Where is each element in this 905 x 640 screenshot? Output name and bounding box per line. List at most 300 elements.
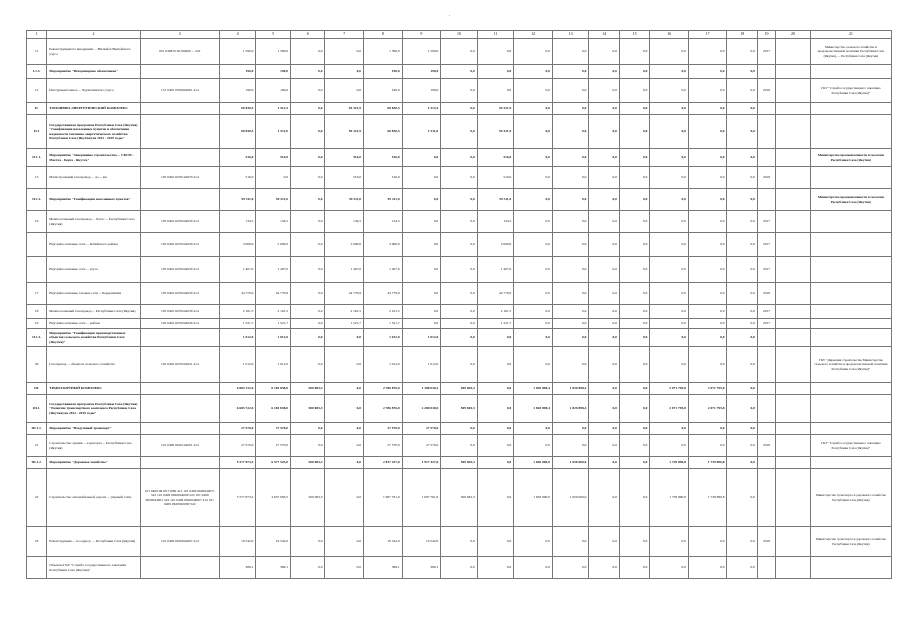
item-name-cell: Мероприятие "Газификация населенных пунктов" bbox=[47, 189, 140, 211]
budget-code-cell bbox=[140, 557, 219, 579]
table-cell-value: 60 830,5 bbox=[364, 115, 403, 149]
table-cell-value: 0,0 bbox=[552, 189, 589, 211]
table-cell-value: 509 845,3 bbox=[441, 457, 478, 469]
responsible-agency-cell: Министерство промышленности и геологии Республики Саха (Якутия) bbox=[810, 149, 891, 167]
responsible-agency-cell: ГКУ "Служба государственного заказчика Республики Саха (Якутия)" bbox=[810, 79, 891, 103]
table-cell-value: 0,0 bbox=[619, 39, 649, 65]
table-cell-value: 0,0 bbox=[514, 527, 553, 557]
table-cell-value: 0,0 bbox=[290, 233, 325, 257]
table-cell-value: 389,1 bbox=[364, 557, 403, 579]
table-cell-value: 0,0 bbox=[650, 257, 689, 283]
responsible-agency-cell: Министерство промышленности и геологии Республики Саха (Якутия) bbox=[810, 189, 891, 211]
responsible-agency-cell bbox=[810, 233, 891, 257]
table-cell-value: 60 830,5 bbox=[219, 103, 256, 115]
table-cell-value: 19 542,0 bbox=[364, 527, 403, 557]
table-cell-value: 0,0 bbox=[619, 347, 649, 383]
column-number-header: 13 bbox=[552, 31, 589, 39]
table-cell-value: 1 067 761,0 bbox=[364, 469, 403, 527]
table-cell-value: 190,0 bbox=[256, 65, 291, 79]
extra-cell bbox=[776, 457, 811, 469]
table-cell-value: 44 779,9 bbox=[325, 283, 364, 305]
column-number-header: 16 bbox=[650, 31, 689, 39]
table-cell-value: 0,0 bbox=[402, 319, 441, 329]
table-cell-value: 1 650 000,0 bbox=[514, 457, 553, 469]
budget-code-cell: 105 0402 0470144970 414 bbox=[140, 167, 219, 189]
budget-code-cell: 101 0409 0610171000 415 101 0409 0620044071 522 101 0409 0620044000 522 101 0409 0620044001 522 101 0409 0620044007 414 101 0409 0620045000 522 bbox=[140, 469, 219, 527]
column-number-header: 10 bbox=[441, 31, 478, 39]
table-cell-value: 0,0 bbox=[589, 435, 619, 457]
table-cell-value: 0,0 bbox=[552, 283, 589, 305]
table-cell-value: 0,0 bbox=[727, 457, 757, 469]
responsible-agency-cell: Министерство транспорта и дорожного хозяйства Республики Саха (Якутия) bbox=[810, 527, 891, 557]
table-cell-value: 0,0 bbox=[477, 469, 514, 527]
table-cell-value: 5 577 873,5 bbox=[219, 469, 256, 527]
table-cell-value: 0,0 bbox=[619, 167, 649, 189]
table-cell-value: 500 083,3 bbox=[290, 457, 325, 469]
row-number-cell: II.1 bbox=[27, 115, 47, 149]
table-cell-value: 27 570,0 bbox=[364, 435, 403, 457]
table-cell-value: 500 083,3 bbox=[290, 395, 325, 423]
item-name-cell: Мероприятие "Ветеринарное обеспечение" bbox=[47, 65, 140, 79]
item-name-cell: ТРАНСПОРТНЫЙ КОМПЛЕКС bbox=[47, 383, 140, 395]
table-row bbox=[27, 149, 892, 167]
table-cell-value: 1 407,0 bbox=[477, 257, 514, 283]
item-name-cell: Газопровод ... объектов сельского хозяйства bbox=[47, 347, 140, 383]
extra-cell bbox=[776, 319, 811, 329]
budget-code-cell bbox=[140, 103, 219, 115]
table-cell-value: 0,0 bbox=[402, 167, 441, 189]
table-cell-value: 0,0 bbox=[552, 347, 589, 383]
table-cell-value: 1 097 761,0 bbox=[402, 469, 441, 527]
column-number-header: 17 bbox=[688, 31, 727, 39]
table-cell-value: 19 542,0 bbox=[219, 527, 256, 557]
table-cell-value: 500 083,3 bbox=[290, 383, 325, 395]
year-cell: 2018 bbox=[757, 435, 775, 457]
table-cell-value: 0,0 bbox=[619, 329, 649, 347]
year-cell bbox=[757, 329, 775, 347]
table-cell-value: 0,0 bbox=[441, 329, 478, 347]
table-cell-value: 0,0 bbox=[325, 457, 364, 469]
table-cell-value: 0,0 bbox=[441, 305, 478, 319]
responsible-agency-cell: Министерство сельского хозяйства и продовольственной политики Республики Саха (Якутия), ... Республики Саха (Якутия) bbox=[810, 39, 891, 65]
table-row bbox=[27, 435, 892, 457]
table-cell-value: 0,0 bbox=[514, 283, 553, 305]
table-cell-value: 27 570,0 bbox=[402, 423, 441, 435]
table-cell-value: 1 012,0 bbox=[219, 347, 256, 383]
responsible-agency-cell bbox=[810, 557, 891, 579]
budget-code-cell bbox=[140, 395, 219, 423]
responsible-agency-cell bbox=[810, 211, 891, 233]
table-cell-value: 0,0 bbox=[650, 527, 689, 557]
table-cell-value: 0,0 bbox=[552, 527, 589, 557]
extra-cell bbox=[776, 233, 811, 257]
table-cell-value: 0,0 bbox=[477, 395, 514, 423]
table-cell-value: 0,0 bbox=[589, 305, 619, 319]
table-cell-value: 0,0 bbox=[688, 305, 727, 319]
table-cell-value: 0,0 bbox=[514, 257, 553, 283]
table-cell-value: 0,0 bbox=[589, 557, 619, 579]
table-cell-value: 0,0 bbox=[727, 557, 757, 579]
table-cell-value: 500 083,3 bbox=[290, 469, 325, 527]
table-cell-value: 0,0 bbox=[290, 283, 325, 305]
page-mark: ' bbox=[449, 14, 450, 19]
table-cell-value: 0,0 bbox=[552, 435, 589, 457]
year-cell bbox=[757, 149, 775, 167]
table-cell-value: 0,0 bbox=[727, 347, 757, 383]
table-cell-value: 0,0 bbox=[402, 257, 441, 283]
table-cell-value: 0,0 bbox=[727, 257, 757, 283]
table-cell-value: 0,0 bbox=[619, 383, 649, 395]
table-cell-value: 1 820 898,4 bbox=[552, 395, 589, 423]
extra-cell bbox=[776, 395, 811, 423]
item-name-cell: Строительство здания ... аэропорта ... Республики Саха (Якутия) bbox=[47, 435, 140, 457]
year-cell: 2017 bbox=[757, 233, 775, 257]
extra-cell bbox=[776, 211, 811, 233]
table-cell-value: 0,0 bbox=[619, 103, 649, 115]
column-number-header: 4 bbox=[219, 31, 256, 39]
table-cell-value: 0,0 bbox=[589, 189, 619, 211]
table-cell-value: 0,0 bbox=[477, 79, 514, 103]
table-cell-value: 0,0 bbox=[589, 347, 619, 383]
year-cell bbox=[757, 457, 775, 469]
table-cell-value: 0,0 bbox=[325, 557, 364, 579]
table-cell-value: 0,0 bbox=[325, 383, 364, 395]
table-cell-value: 0,0 bbox=[290, 115, 325, 149]
table-cell-value: 0,0 bbox=[552, 557, 589, 579]
table-cell-value: 0,0 bbox=[290, 103, 325, 115]
item-name-cell: Строительство автомобильной дороги ... (первый этап) bbox=[47, 469, 140, 527]
column-number-header: 20 bbox=[776, 31, 811, 39]
year-cell: 2017 bbox=[757, 305, 775, 319]
table-cell-value: 516,0 bbox=[364, 167, 403, 189]
table-cell-value: 0,0 bbox=[589, 257, 619, 283]
table-cell-value: 1 917 427,0 bbox=[402, 457, 441, 469]
table-cell-value: 0,0 bbox=[650, 167, 689, 189]
table-cell-value: 0,0 bbox=[552, 79, 589, 103]
budget-code-cell: 101 0409 0610044007 414 bbox=[140, 527, 219, 557]
budget-code-cell: 102 0402 0470244921 414 bbox=[140, 347, 219, 383]
table-cell-value: 0,0 bbox=[727, 423, 757, 435]
table-cell-value: 0,0 bbox=[619, 395, 649, 423]
column-number-header: 14 bbox=[589, 31, 619, 39]
table-cell-value: 0,0 bbox=[589, 115, 619, 149]
table-cell-value: 1 521,7 bbox=[325, 319, 364, 329]
row-number-cell: 20 bbox=[27, 347, 47, 383]
table-cell-value: 59 311,0 bbox=[256, 189, 291, 211]
table-cell-value: 6 183 838,0 bbox=[256, 383, 291, 395]
row-number-cell: 15 bbox=[27, 167, 47, 189]
table-cell-value: 509 845,3 bbox=[441, 395, 478, 423]
table-cell-value: 0,0 bbox=[688, 211, 727, 233]
table-cell-value: 0,0 bbox=[325, 79, 364, 103]
table-cell-value: 1 012,0 bbox=[402, 329, 441, 347]
table-cell-value: 0,0 bbox=[290, 347, 325, 383]
table-cell-value: 0,0 bbox=[514, 115, 553, 149]
table-cell-value: 1 521,7 bbox=[364, 319, 403, 329]
table-cell-value: 0,0 bbox=[688, 319, 727, 329]
item-name-cell: Реконструкция по внедрению ... Вилюйск Вилюйского улуса bbox=[47, 39, 140, 65]
table-cell-value: 0,0 bbox=[290, 167, 325, 189]
budget-code-cell bbox=[140, 65, 219, 79]
column-number-header: 8 bbox=[364, 31, 403, 39]
table-cell-value: 2 161,5 bbox=[256, 305, 291, 319]
responsible-agency-cell bbox=[810, 305, 891, 319]
table-cell-value: 0,0 bbox=[688, 65, 727, 79]
table-cell-value: 0,0 bbox=[650, 329, 689, 347]
table-cell-value: 0,0 bbox=[589, 469, 619, 527]
table-cell-value: 6 577 525,0 bbox=[256, 457, 291, 469]
budget-code-cell: 105 0402 0470244030 414 bbox=[140, 283, 219, 305]
year-cell bbox=[757, 115, 775, 149]
table-cell-value: 0,0 bbox=[650, 435, 689, 457]
item-name-cell: Государственная программа Республики Саха (Якутия) "Развитие транспортного комплекса Республики Саха (Якутия) на 2012 - 2019 годы" bbox=[47, 395, 140, 423]
row-number-cell: 17 bbox=[27, 283, 47, 305]
table-cell-value: 0,0 bbox=[688, 527, 727, 557]
table-cell-value: 44 779,9 bbox=[219, 283, 256, 305]
table-cell-value: 0,0 bbox=[688, 103, 727, 115]
year-cell: 2017 bbox=[757, 319, 775, 329]
responsible-agency-cell bbox=[810, 457, 891, 469]
extra-cell bbox=[776, 39, 811, 65]
table-cell-value: 1 511,0 bbox=[256, 115, 291, 149]
table-cell-value: 1 739 890,8 bbox=[650, 469, 689, 527]
table-cell-value: 1 012,0 bbox=[402, 347, 441, 383]
year-cell: 2018 bbox=[757, 167, 775, 189]
table-cell-value: 0,0 bbox=[688, 423, 727, 435]
table-cell-value: 0,0 bbox=[650, 149, 689, 167]
table-cell-value: 0,0 bbox=[589, 423, 619, 435]
table-cell-value: 0,0 bbox=[477, 383, 514, 395]
table-cell-value: 0,0 bbox=[650, 557, 689, 579]
table-cell-value: 0,0 bbox=[619, 435, 649, 457]
table-cell-value: 0,0 bbox=[552, 167, 589, 189]
table-cell-value: 2 786 876,0 bbox=[364, 395, 403, 423]
table-cell-value: 2 071 795,8 bbox=[688, 383, 727, 395]
table-cell-value: 1 739 890,8 bbox=[688, 469, 727, 527]
responsible-agency-cell bbox=[810, 103, 891, 115]
table-cell-value: 0,0 bbox=[477, 435, 514, 457]
table-cell-value: 0,0 bbox=[441, 283, 478, 305]
table-cell-value: 0,0 bbox=[619, 423, 649, 435]
table-row bbox=[27, 39, 892, 65]
row-number-cell: II.1.3. bbox=[27, 329, 47, 347]
table-cell-value: 0,0 bbox=[441, 233, 478, 257]
table-cell-value: 0,0 bbox=[727, 329, 757, 347]
year-cell: 2018 bbox=[757, 283, 775, 305]
row-number-cell: 19 bbox=[27, 319, 47, 329]
table-cell-value: 0,0 bbox=[477, 65, 514, 79]
table-cell-value: 0,0 bbox=[441, 149, 478, 167]
item-name-cell: Государственная программа Республики Саха (Якутия) "Газификация населенных пунктов и обеспечение надежности топливно-энергетического хозяйства Республики Саха (Якутия) на 2012 - 2019 годы" bbox=[47, 115, 140, 149]
table-cell-value: 0,0 bbox=[619, 115, 649, 149]
table-cell-value: 190,0 bbox=[364, 79, 403, 103]
table-cell-value: 0,0 bbox=[514, 167, 553, 189]
row-number-cell: 11 bbox=[27, 39, 47, 65]
budget-code-cell: 001 0408 0150194600 ... 522 bbox=[140, 39, 219, 65]
table-cell-value: 1 407,0 bbox=[219, 257, 256, 283]
extra-cell bbox=[776, 527, 811, 557]
column-number-header: 19 bbox=[757, 31, 775, 39]
budget-code-cell bbox=[140, 149, 219, 167]
column-number-header: 9 bbox=[402, 31, 441, 39]
table-cell-value: 0,0 bbox=[650, 115, 689, 149]
budget-code-cell: 105 0402 0470244030 414 bbox=[140, 319, 219, 329]
item-name-cell: Мероприятие "Газификация производственных объектов сельского хозяйства Республики Саха (Якутия)" bbox=[47, 329, 140, 347]
table-cell-value: 389,1 bbox=[219, 557, 256, 579]
table-row bbox=[27, 305, 892, 319]
table-cell-value: 59 321,9 bbox=[325, 115, 364, 149]
year-cell: 2018 bbox=[757, 79, 775, 103]
responsible-agency-cell bbox=[810, 319, 891, 329]
item-name-cell: Мероприятие "Дорожное хозяйство" bbox=[47, 457, 140, 469]
table-cell-value: 1 820 898,4 bbox=[552, 383, 589, 395]
table-cell-value: 0,0 bbox=[290, 257, 325, 283]
table-cell-value: 0,0 bbox=[514, 211, 553, 233]
column-number-header: 3 bbox=[140, 31, 219, 39]
table-cell-value: 59 311,0 bbox=[219, 189, 256, 211]
table-cell-value: 1 012,0 bbox=[256, 329, 291, 347]
table-cell-value: 0,0 bbox=[552, 319, 589, 329]
table-cell-value: 0,0 bbox=[619, 211, 649, 233]
table-cell-value: 0,0 bbox=[552, 65, 589, 79]
table-cell-value: 0,0 bbox=[619, 527, 649, 557]
table-cell-value: 0,0 bbox=[589, 283, 619, 305]
table-cell-value: 0,0 bbox=[402, 149, 441, 167]
budget-code-cell: 105 0402 0470244030 414 bbox=[140, 233, 219, 257]
table-body bbox=[27, 39, 892, 579]
table-cell-value: 134,5 bbox=[256, 211, 291, 233]
table-cell-value: 0,0 bbox=[256, 167, 291, 189]
item-name-cell: Объекты ГКУ "Служба государственного заказчика Республики Саха (Якутия)" bbox=[47, 557, 140, 579]
row-number-cell: III.1. bbox=[27, 395, 47, 423]
table-cell-value: 0,0 bbox=[589, 457, 619, 469]
table-cell-value: 59 321,9 bbox=[477, 103, 514, 115]
table-row bbox=[27, 79, 892, 103]
year-cell bbox=[757, 189, 775, 211]
document-table-container bbox=[26, 30, 892, 579]
table-cell-value: 0,0 bbox=[514, 557, 553, 579]
table-cell-value: 0,0 bbox=[552, 329, 589, 347]
row-number-cell: III.1.2. bbox=[27, 457, 47, 469]
table-cell-value: 0,0 bbox=[477, 39, 514, 65]
row-number-cell: 23 bbox=[27, 527, 47, 557]
table-cell-value: 0,0 bbox=[650, 347, 689, 383]
table-cell-value: 1 650 000,0 bbox=[552, 469, 589, 527]
table-cell-value: 0,0 bbox=[514, 189, 553, 211]
table-row bbox=[27, 65, 892, 79]
table-cell-value: 0,0 bbox=[552, 149, 589, 167]
table-cell-value: 2 161,5 bbox=[477, 305, 514, 319]
table-cell-value: 0,0 bbox=[441, 319, 478, 329]
table-cell-value: 0,0 bbox=[727, 189, 757, 211]
table-cell-value: 0,0 bbox=[688, 79, 727, 103]
table-cell-value: 2 161,5 bbox=[219, 305, 256, 319]
extra-cell bbox=[776, 115, 811, 149]
table-cell-value: 0,0 bbox=[727, 149, 757, 167]
responsible-agency-cell bbox=[810, 257, 891, 283]
table-cell-value: 190,0 bbox=[219, 65, 256, 79]
table-cell-value: 5 000,0 bbox=[219, 233, 256, 257]
row-number-cell: 22 bbox=[27, 469, 47, 527]
table-cell-value: 0,0 bbox=[688, 257, 727, 283]
table-cell-value: 27 570,0 bbox=[219, 423, 256, 435]
column-number-header: 1 bbox=[27, 31, 47, 39]
extra-cell bbox=[776, 329, 811, 347]
extra-cell bbox=[776, 557, 811, 579]
table-cell-value: 59 311,0 bbox=[364, 189, 403, 211]
budget-code-cell bbox=[140, 383, 219, 395]
item-name-cell: Мероприятие "Завершение строительства ... СКГМ - Мастах - Берге - Якутск" bbox=[47, 149, 140, 167]
responsible-agency-cell bbox=[810, 167, 891, 189]
table-cell-value: 0,0 bbox=[441, 79, 478, 103]
table-cell-value: 0,0 bbox=[727, 115, 757, 149]
table-cell-value: 1 521,7 bbox=[219, 319, 256, 329]
table-cell-value: 1 590,0 bbox=[219, 39, 256, 65]
table-cell-value: 0,0 bbox=[688, 347, 727, 383]
table-cell-value: 0,0 bbox=[650, 305, 689, 319]
table-cell-value: 6 683 722,0 bbox=[219, 383, 256, 395]
table-cell-value: 0,0 bbox=[727, 65, 757, 79]
table-cell-value: 1 511,0 bbox=[402, 115, 441, 149]
table-cell-value: 0,0 bbox=[477, 423, 514, 435]
table-cell-value: 0,0 bbox=[650, 283, 689, 305]
responsible-agency-cell bbox=[810, 65, 891, 79]
table-cell-value: 0,0 bbox=[688, 329, 727, 347]
table-cell-value: 0,0 bbox=[619, 469, 649, 527]
table-cell-value: 0,0 bbox=[727, 305, 757, 319]
table-cell-value: 0,0 bbox=[514, 233, 553, 257]
table-cell-value: 0,0 bbox=[477, 527, 514, 557]
table-cell-value: 0,0 bbox=[514, 423, 553, 435]
table-cell-value: 0,0 bbox=[619, 305, 649, 319]
table-cell-value: 1 512,5 bbox=[402, 103, 441, 115]
table-row bbox=[27, 329, 892, 347]
table-cell-value: 2 161,5 bbox=[364, 305, 403, 319]
table-cell-value: 134,5 bbox=[219, 211, 256, 233]
table-cell-value: 0,0 bbox=[688, 39, 727, 65]
table-cell-value: 0,0 bbox=[727, 469, 757, 527]
table-cell-value: 0,0 bbox=[477, 347, 514, 383]
table-cell-value: 0,0 bbox=[290, 79, 325, 103]
table-cell-value: 0,0 bbox=[514, 79, 553, 103]
responsible-agency-cell: ГКУ "Дирекция строительства Министерства сельского хозяйства и продовольственной политики Республики Саха (Якутия)" bbox=[810, 347, 891, 383]
extra-cell bbox=[776, 149, 811, 167]
table-cell-value: 1 650 000,0 bbox=[514, 469, 553, 527]
table-cell-value: 0,0 bbox=[441, 257, 478, 283]
table-row bbox=[27, 383, 892, 395]
year-cell bbox=[757, 423, 775, 435]
table-cell-value: 1 012,0 bbox=[364, 347, 403, 383]
table-cell-value: 1 590,0 bbox=[364, 39, 403, 65]
row-number-cell: 12 bbox=[27, 79, 47, 103]
table-cell-value: 0,0 bbox=[290, 329, 325, 347]
extra-cell bbox=[776, 257, 811, 283]
year-cell bbox=[757, 383, 775, 395]
table-cell-value: 1 521,7 bbox=[477, 319, 514, 329]
responsible-agency-cell bbox=[810, 115, 891, 149]
table-cell-value: 0,0 bbox=[514, 65, 553, 79]
table-cell-value: 134,5 bbox=[325, 211, 364, 233]
table-cell-value: 0,0 bbox=[325, 39, 364, 65]
extra-cell bbox=[776, 469, 811, 527]
table-cell-value: 1 188 030,2 bbox=[402, 383, 441, 395]
item-name-cell: Внутрипоселковые газовые сети ... Берденигяхи bbox=[47, 283, 140, 305]
table-cell-value: 0,0 bbox=[441, 557, 478, 579]
table-row bbox=[27, 527, 892, 557]
table-cell-value: 0,0 bbox=[477, 329, 514, 347]
table-cell-value: 0,0 bbox=[441, 211, 478, 233]
extra-cell bbox=[776, 283, 811, 305]
